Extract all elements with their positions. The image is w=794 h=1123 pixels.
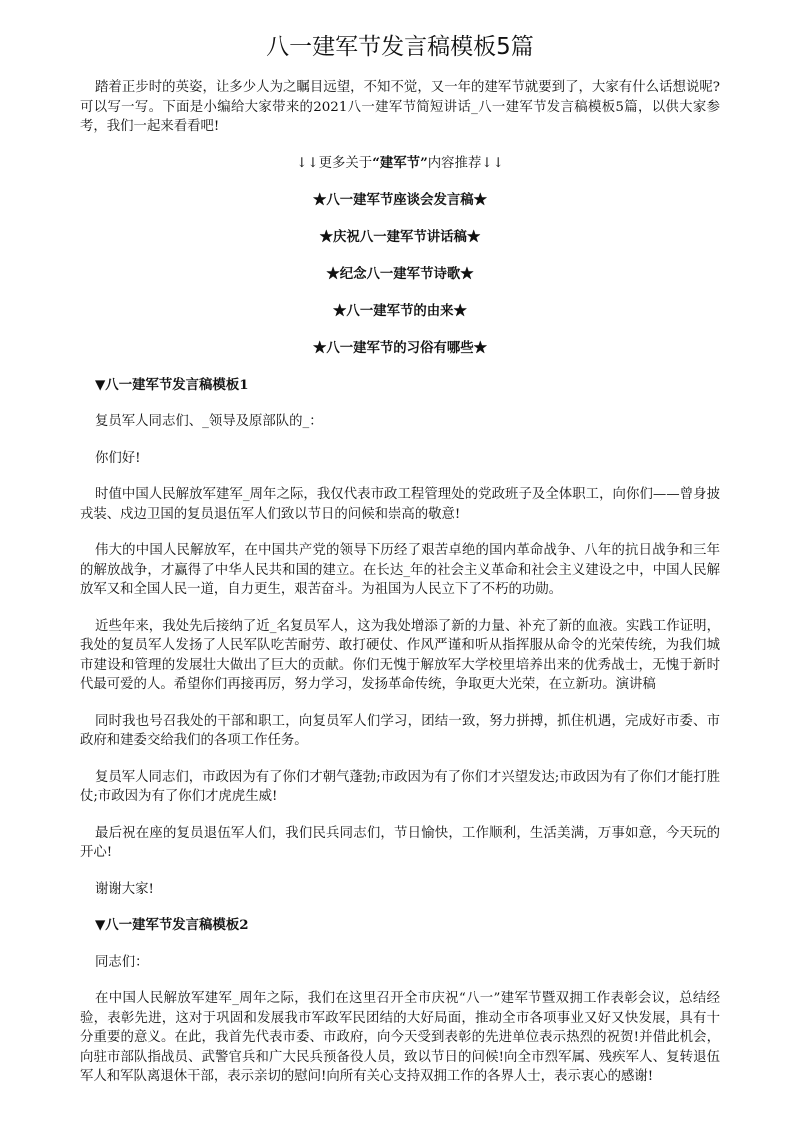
related-link[interactable]: ★八一建军节的习俗有哪些★ [312, 339, 488, 356]
related-link[interactable]: ★八一建军节座谈会发言稿★ [312, 191, 488, 208]
paragraph: 谢谢大家! [95, 881, 154, 897]
paragraph: 近些年来，我处先后接纳了近_名复员军人，这为我处增添了新的力量、补充了新的血液。实践工作证明，我处的复员军人发扬了人民军队吃苦耐劳、敢打硬仗、作风严谨和听从指挥服从命令的光荣传统，为我们城市建设和管理的发展壮大做出了巨大的贡献。你们无愧于解放军大学校里培养出来的优秀战士，无愧于新时代最可爱的人。希望你们再接再厉，努力学习，发扬革命传统，争取更大光荣，在立新功。演讲稿 [80, 618, 720, 692]
more-recommend [80, 154, 720, 174]
related-link[interactable]: ★纪念八一建军节诗歌★ [326, 265, 474, 282]
related-link[interactable]: ★八一建军节的由来★ [333, 302, 467, 319]
page-title: 八一建军节发言稿模板5篇 [266, 34, 534, 60]
more-prefix: ↓↓更多关于 [296, 155, 373, 171]
more-suffix: 内容推荐↓↓ [427, 155, 504, 171]
paragraph: 同志们： [95, 954, 149, 970]
related-link[interactable]: ★庆祝八一建军节讲话稿★ [319, 228, 481, 245]
paragraph: 时值中国人民解放军建军_周年之际，我仅代表市政工程管理处的党政班子及全体职工，向你们——曾身披戎装、戍边卫国的复员退伍军人们致以节日的问候和崇高的敬意! [80, 487, 720, 522]
paragraph: 复员军人同志们，市政因为有了你们才朝气蓬勃;市政因为有了你们才兴望发达;市政因为有了你们才能打胜仗;市政因为有了你们才虎虎生威! [80, 769, 720, 804]
section-heading: ▼八一建军节发言稿模板2 [95, 917, 249, 933]
more-keyword: “建军节” [372, 154, 428, 171]
paragraph: 最后祝在座的复员退伍军人们，我们民兵同志们，节日愉快，工作顺利，生活美满，万事如意，今天玩的开心! [80, 825, 720, 860]
paragraph: 同时我也号召我处的干部和职工，向复员军人们学习，团结一致，努力拼搏，抓住机遇，完成好市委、市政府和建委交给我们的各项工作任务。 [80, 713, 720, 748]
section-heading: ▼八一建军节发言稿模板1 [95, 376, 249, 393]
paragraph: 复员军人同志们、_领导及原部队的_： [95, 414, 323, 429]
paragraph: 在中国人民解放军建军_周年之际，我们在这里召开全市庆祝“八一”建军节暨双拥工作表彰会议，总结经验，表彰先进，这对于巩固和发展我市军政军民团结的大好局面，推动全市各项事业又好又快发展，具有十分重要的意义。在此，我首先代表市委、市政府，向今天受到表彰的先进单位表示热烈的祝贺!并借此机会，向驻市部队指战员、武警官兵和广大民兵预备役人员，致以节日的问候!向全市烈军属、残疾军人、复转退伍军人和军队离退休干部，表示亲切的慰问!向所有关心支持双拥工作的各界人士，表示衷心的感谢! [80, 991, 720, 1084]
document-page [80, 32, 720, 1104]
paragraph: 伟大的中国人民解放军，在中国共产党的领导下历经了艰苦卓绝的国内革命战争、八年的抗日战争和三年的解放战争，才赢得了中华人民共和国的建立。在长达_年的社会主义革命和社会主义建设之中，中国人民解放军又和全国人民一道，自力更生，艰苦奋斗。为祖国为人民立下了不朽的功勋。 [80, 543, 720, 597]
paragraph: 你们好! [95, 450, 141, 466]
intro-paragraph: 踏着正步时的英姿，让多少人为之瞩目远望，不知不觉，又一年的建军节就要到了，大家有什么话想说呢?可以写一写。下面是小编给大家带来的2021八一建军节简短讲话_八一建军节发言稿模板5篇，以供大家参考，我们一起来看看吧! [80, 80, 720, 134]
